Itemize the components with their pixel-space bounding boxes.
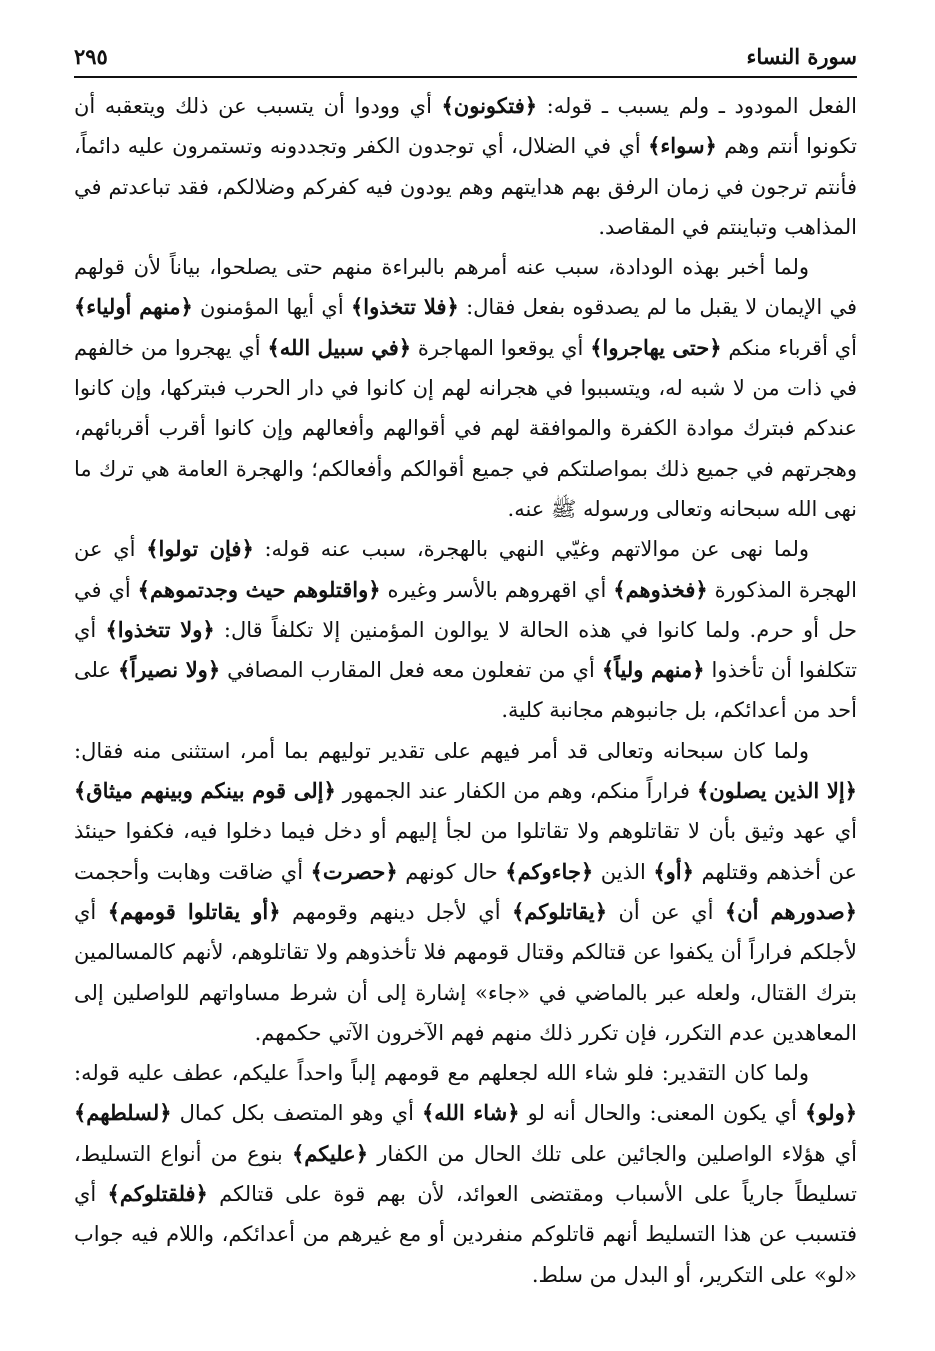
- commentary-text: أي في الضلال، أي توجدون الكفر وتجددونه وتستمرون عليه دائماً، فأنتم ترجون في زمان الرفق بهم هدايتهم وهم يودون فيه كفركم وضلالكم، فقد تباعدتم في المذاهب وتباينتم في المقاصد.: [74, 134, 857, 239]
- page-number: ٢٩٥: [74, 44, 108, 69]
- quran-quote: ﴿ولا نصيراً﴾: [117, 657, 221, 683]
- quran-quote: ﴿منهم أولياء﴾: [74, 294, 193, 320]
- quran-quote: ﴿فلا تتخذوا﴾: [350, 294, 459, 320]
- commentary-text: ولما نهى عن موالاتهم وغيّي النهي بالهجرة، سبب عنه قوله:: [253, 537, 810, 562]
- surah-title: سورة النساء: [746, 44, 857, 69]
- quran-quote: ﴿أو يقاتلوا قومهم﴾: [107, 898, 281, 924]
- commentary-text: أي يوقعوا المهاجرة: [411, 335, 591, 360]
- quran-quote: ﴿في سبيل الله﴾: [267, 334, 412, 360]
- commentary-text: أي هؤلاء الواصلين والجائين على تلك الحال من الكفار: [368, 1141, 857, 1166]
- commentary-text: الذين: [593, 859, 654, 884]
- paragraph: [74, 1053, 857, 1295]
- commentary-text: أي يهجروا من خالفهم في ذات من لا شبه له، ويتسببوا في هجرانه لهم إن كانوا في دار الحرب فبتركها، وإن كانوا عندكم فبترك موادة الكفرة والموافقة لهم في أقوالهم وأفعالهم وإن كانوا أقرب أقربائهم، وهجرتهم في جميع ذلك بمواصلتكم في جميع أقوالكم وأفعالكم؛ والهجرة العامة هي ترك ما نهى الله سبحانه وتعالى ورسوله ﷺ عنه.: [74, 335, 857, 521]
- commentary-text: الفعل المودود ـ ولم يسبب ـ قوله:: [537, 94, 857, 118]
- commentary-text: أي عن الهجرة المذكورة: [74, 537, 858, 602]
- commentary-text: أي عن أن: [607, 899, 725, 924]
- quran-quote: ﴿إلى قوم بينكم وبينهم ميثاق﴾: [74, 778, 336, 804]
- paragraph: [74, 731, 857, 1053]
- quran-quote: ﴿أو﴾: [653, 858, 694, 884]
- commentary-text: أي في حل أو حرم. ولما كانوا في هذه الحالة لا يوالون المؤمنين إلا تكلفاً قال:: [74, 577, 858, 642]
- quran-quote: ﴿فتكونون﴾: [441, 93, 538, 118]
- commentary-text: ولما كان سبحانه وتعالى قد أمر فيهم على تقدير توليهم بما أمر، استثنى منه فقال:: [74, 738, 809, 763]
- commentary-text: أي وودوا أن يتسبب عن ذلك ويتعقبه أن تكونوا أنتم وهم: [74, 94, 857, 159]
- page-header: [74, 42, 857, 78]
- quran-quote: ﴿حصرت﴾: [310, 858, 398, 884]
- paragraph: [74, 247, 857, 529]
- quran-quote: ﴿صدورهم أن﴾: [724, 898, 857, 924]
- commentary-text: أي عهد وثيق بأن لا تقاتلوهم ولا تقاتلوا من لجأ إليهم أو دخل فيما دخلوا فيه، فكفوا حينئذ عن أخذهم وقتلهم: [74, 819, 857, 884]
- body-text: [74, 86, 857, 1295]
- commentary-text: أي لأجلكم فراراً أن يكفوا عن قتالكم وقتال قومهم فلا تأخذوهم ولا تقاتلوهم، لأنهم كالمسالمين بترك القتال، ولعله عبر بالماضي في «جاء» إشارة إلى أن شرط مساواتهم للواصلين إلى المعاهدين عدم التكرر، فإن تكرر ذلك منهم فهم الآخرون الآتي حكمهم.: [74, 899, 857, 1045]
- quran-quote: ﴿عليكم﴾: [292, 1140, 369, 1166]
- quran-quote: ﴿سواء﴾: [648, 133, 717, 159]
- commentary-text: ولما كان التقدير: فلو شاء الله لجعلهم مع قومهم إلباً واحداً عليكم، عطف عليه قوله:: [74, 1061, 809, 1086]
- quran-quote: ﴿حتى يهاجروا﴾: [590, 334, 722, 360]
- quran-quote: ﴿فخذوهم﴾: [613, 576, 708, 602]
- commentary-text: أي ضاقت وهابت وأحجمت: [74, 859, 311, 884]
- paragraph: [74, 529, 857, 730]
- quran-quote: ﴿لسلطهم﴾: [74, 1100, 172, 1126]
- commentary-text: أي لأجل دينهم وقومهم: [280, 899, 512, 924]
- quran-quote: ﴿منهم ولياً﴾: [601, 657, 705, 683]
- quran-quote: ﴿شاء الله﴾: [421, 1100, 520, 1126]
- quran-quote: ﴿فلقتلوكم﴾: [107, 1181, 208, 1207]
- commentary-text: أي تتكلفوا أن تأخذوا: [74, 617, 858, 683]
- quran-quote: ﴿ولا تتخذوا﴾: [105, 616, 215, 642]
- commentary-text: بنوع من أنواع التسليط، تسليطاً جارياً على الأسباب ومقتضى العوائد، لأن بهم قوة على قتالكم: [74, 1141, 858, 1207]
- quran-quote: ﴿فإن تولوا﴾: [146, 536, 254, 562]
- commentary-text: حال كونهم: [397, 859, 506, 884]
- commentary-text: ولما أخبر بهذه الودادة، سبب عنه أمرهم بالبراءة منهم حتى يصلحوا، بياناً لأن قولهم في الإيمان لا يقبل ما لم يصدقوه بفعل فقال:: [74, 255, 857, 320]
- quran-quote: ﴿إلا الذين يصلون﴾: [696, 778, 857, 804]
- commentary-text: فراراً منكم، وهم من الكفار عند الجمهور: [335, 779, 697, 804]
- commentary-text: أي أيها المؤمنون: [192, 295, 351, 320]
- commentary-text: أي من تفعلون معه فعل المقارب المصافي: [220, 658, 602, 683]
- quran-quote: ﴿جاءوكم﴾: [505, 858, 594, 884]
- quran-quote: ﴿واقتلوهم حيث وجدتموهم﴾: [137, 576, 381, 602]
- paragraph: [74, 86, 857, 247]
- quran-quote: ﴿يقاتلوكم﴾: [511, 898, 608, 924]
- commentary-text: أي اقهروهم بالأسر وغيره: [380, 577, 614, 602]
- commentary-text: على أحد من أعدائكم، بل جانبوهم مجانبة كلية.: [74, 658, 857, 723]
- commentary-text: أي يكون المعنى: والحال أنه لو: [519, 1101, 806, 1126]
- quran-quote: ﴿ولو﴾: [805, 1100, 858, 1126]
- commentary-text: أي وهو المتصف بكل كمال: [171, 1101, 422, 1126]
- commentary-text: أي فتسبب عن هذا التسليط أنهم قاتلوكم منفردين أو مع غيرهم من أعدائكم، واللام فيه جواب «لو» على التكرير، أو البدل من سلط.: [74, 1182, 857, 1287]
- commentary-text: أي أقرباء منكم: [721, 335, 857, 360]
